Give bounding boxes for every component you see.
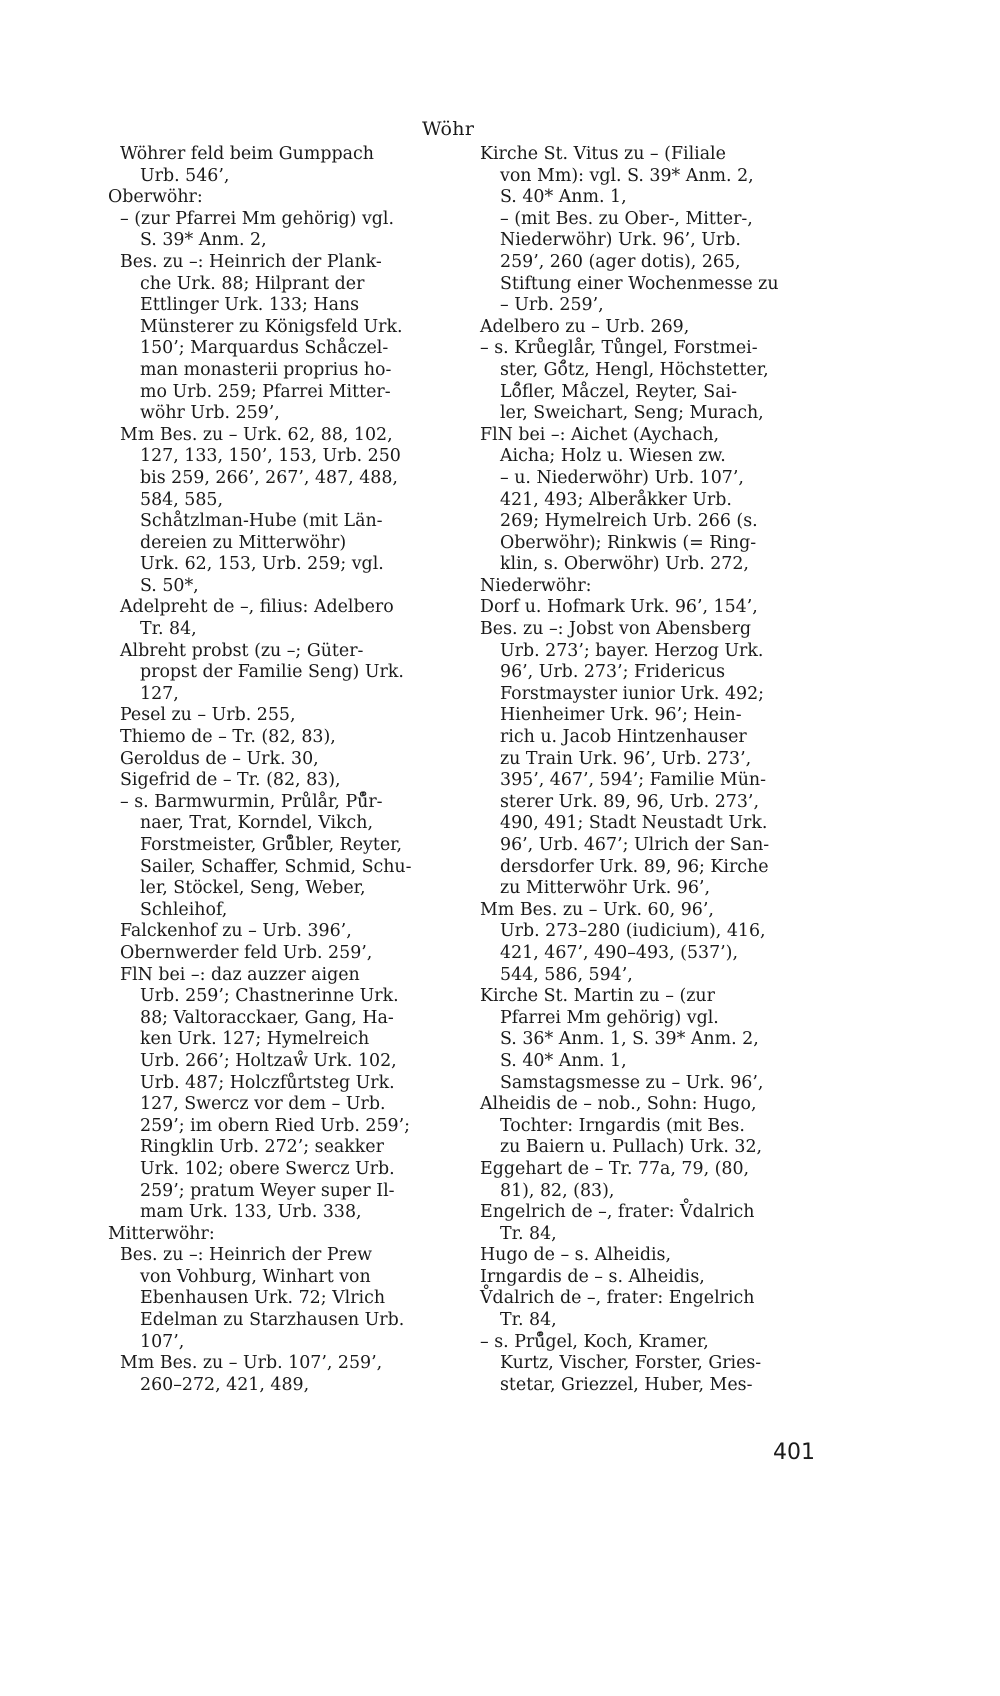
index-line: Urb. 273–280 (iudicium), 416, bbox=[500, 921, 766, 942]
index-line: Obernwerder feld Urb. 259’, bbox=[120, 942, 373, 963]
index-line: ken Urk. 127; Hymelreich bbox=[140, 1029, 370, 1050]
index-line: Albreht probst (zu –; Güter- bbox=[120, 640, 364, 661]
index-line: 150’; Marquardus Schåczel- bbox=[140, 338, 389, 359]
index-line: Ringklin Urb. 272’; seakker bbox=[140, 1137, 384, 1158]
index-line: 260–272, 421, 489, bbox=[140, 1374, 310, 1395]
index-line: bis 259, 266’, 267’, 487, 488, bbox=[140, 467, 398, 488]
index-line: mo Urb. 259; Pfarrei Mitter- bbox=[140, 381, 391, 402]
index-line: 127, Swercz vor dem – Urb. bbox=[140, 1094, 386, 1115]
index-line: 269; Hymelreich Urb. 266 (s. bbox=[500, 511, 758, 532]
index-line: Geroldus de – Urk. 30, bbox=[120, 748, 319, 769]
index-line: 81), 82, (83), bbox=[500, 1180, 615, 1201]
index-line: Münsterer zu Königsfeld Urk. bbox=[140, 316, 403, 337]
index-line: zu Mitterwöhr Urk. 96’, bbox=[500, 878, 710, 899]
index-line: Ettlinger Urk. 133; Hans bbox=[140, 295, 360, 316]
index-line: ster, Gö̊tz, Hengl, Höchstetter, bbox=[500, 359, 769, 380]
index-line: rich u. Jacob Hintzenhauser bbox=[500, 727, 747, 748]
left-column bbox=[108, 144, 433, 1396]
index-line: Thiemo de – Tr. (82, 83), bbox=[120, 727, 336, 748]
index-line: Adelpreht de –, filius: Adelbero bbox=[120, 597, 394, 618]
index-line: Pesel zu – Urb. 255, bbox=[120, 705, 296, 726]
index-line: mam Urk. 133, Urb. 338, bbox=[140, 1202, 362, 1223]
index-line: 421, 467’, 490–493, (537’), bbox=[500, 942, 738, 963]
index-line: Aicha; Holz u. Wiesen zw. bbox=[500, 446, 726, 467]
index-line: ler, Sweichart, Seng; Murach, bbox=[500, 403, 764, 424]
index-line: Eggehart de – Tr. 77a, 79, (80, bbox=[480, 1158, 750, 1179]
index-line: Urb. 266’; Holtzaẘ Urk. 102, bbox=[140, 1050, 397, 1071]
index-line: Bes. zu –: Heinrich der Plank- bbox=[120, 251, 382, 272]
index-line: klin, s. Oberwöhr) Urb. 272, bbox=[500, 554, 749, 575]
index-line: – (zur Pfarrei Mm gehörig) vgl. bbox=[120, 208, 395, 229]
index-line: Ebenhausen Urk. 72; Vlrich bbox=[140, 1288, 386, 1309]
index-line: – s. Prů̊gel, Koch, Kramer, bbox=[480, 1331, 709, 1352]
index-line: Lö̊fler, Måczel, Reyter, Sai- bbox=[500, 381, 738, 402]
index-line: – Urb. 259’, bbox=[500, 295, 604, 316]
index-line: – (mit Bes. zu Ober-, Mitter-, bbox=[500, 208, 753, 229]
index-line: – s. Krůeglår, Tůngel, Forstmei- bbox=[480, 338, 758, 359]
index-line: S. 36* Anm. 1, S. 39* Anm. 2, bbox=[500, 1029, 759, 1050]
index-line: 127, 133, 150’, 153, Urb. 250 bbox=[140, 446, 401, 467]
index-line: Stiftung einer Wochenmesse zu bbox=[500, 273, 779, 294]
index-line: Urk. 102; obere Swercz Urb. bbox=[140, 1158, 395, 1179]
index-line: 421, 493; Alberåkker Urb. bbox=[500, 489, 732, 510]
right-column bbox=[480, 144, 815, 1396]
index-line: 259’, 260 (ager dotis), 265, bbox=[500, 251, 741, 272]
index-line: dereien zu Mitterwöhr) bbox=[140, 532, 347, 553]
index-line: Urb. 546’, bbox=[140, 165, 230, 186]
index-line: Falckenhof zu – Urb. 396’, bbox=[120, 921, 352, 942]
page-number: 401 bbox=[773, 1440, 815, 1465]
index-line: Urk. 62, 153, Urb. 259; vgl. bbox=[140, 554, 384, 575]
index-line: Alheidis de – nob., Sohn: Hugo, bbox=[480, 1094, 757, 1115]
index-line: Adelbero zu – Urb. 269, bbox=[480, 316, 690, 337]
index-line: Forstmeister, Grů̊bler, Reyter, bbox=[140, 835, 403, 855]
index-line: FlN bei –: Aichet (Aychach, bbox=[480, 424, 720, 445]
index-line: ler, Stöckel, Seng, Weber, bbox=[140, 878, 366, 899]
index-line: S. 40* Anm. 1, bbox=[500, 1050, 627, 1071]
index-line: wöhr Urb. 259’, bbox=[140, 403, 280, 424]
index-line: Dorf u. Hofmark Urk. 96’, 154’, bbox=[480, 597, 758, 618]
index-line: Urb. 273’; bayer. Herzog Urk. bbox=[500, 640, 764, 661]
index-line: 107’, bbox=[140, 1331, 185, 1352]
index-line: 395’, 467’, 594’; Familie Mün- bbox=[500, 770, 766, 791]
index-line: Hugo de – s. Alheidis, bbox=[480, 1245, 671, 1266]
index-line: zu Baiern u. Pullach) Urk. 32, bbox=[500, 1137, 763, 1158]
index-line: Sigefrid de – Tr. (82, 83), bbox=[120, 770, 341, 791]
index-line: Samstagsmesse zu – Urk. 96’, bbox=[500, 1072, 764, 1093]
index-line: Irngardis de – s. Alheidis, bbox=[480, 1266, 705, 1287]
index-line: stetar, Griezzel, Huber, Mes- bbox=[500, 1374, 753, 1395]
index-line: Tr. 84, bbox=[140, 619, 197, 640]
index-line: Mm Bes. zu – Urk. 62, 88, 102, bbox=[120, 424, 393, 445]
index-line: Hienheimer Urk. 96’; Hein- bbox=[500, 705, 742, 726]
index-line: 88; Valtoracckaer, Gang, Ha- bbox=[140, 1007, 394, 1028]
index-line: S. 40* Anm. 1, bbox=[500, 187, 627, 208]
index-line: Mm Bes. zu – Urb. 107’, 259’, bbox=[120, 1353, 383, 1374]
index-line: Wöhrer feld beim Gumppach bbox=[120, 144, 374, 164]
index-line: Schleihof, bbox=[140, 899, 228, 920]
index-line: V̊dalrich de –, frater: Engelrich bbox=[480, 1288, 755, 1309]
index-line: man monasterii proprius ho- bbox=[140, 359, 392, 380]
index-line: zu Train Urk. 96’, Urb. 273’, bbox=[500, 748, 752, 769]
index-line: Kirche St. Vitus zu – (Filiale bbox=[480, 144, 726, 164]
running-head: Wöhr bbox=[422, 118, 475, 140]
index-line: 490, 491; Stadt Neustadt Urk. bbox=[500, 813, 768, 834]
index-line: FlN bei –: daz auzzer aigen bbox=[120, 964, 360, 985]
index-line: Kurtz, Vischer, Forster, Gries- bbox=[500, 1353, 762, 1374]
index-line: Mitterwöhr: bbox=[108, 1223, 215, 1244]
index-line: Forstmayster iunior Urk. 492; bbox=[500, 683, 764, 704]
index-line: Tr. 84, bbox=[500, 1310, 557, 1331]
index-line: Urb. 487; Holczfůrtsteg Urk. bbox=[140, 1072, 395, 1093]
index-line: 96’, Urb. 273’; Fridericus bbox=[500, 662, 726, 683]
index-line: Kirche St. Martin zu – (zur bbox=[480, 986, 715, 1007]
index-line: che Urk. 88; Hilprant der bbox=[140, 273, 365, 294]
index-line: – u. Niederwöhr) Urb. 107’, bbox=[500, 467, 744, 488]
index-line: 96’, Urb. 467’; Ulrich der San- bbox=[500, 835, 770, 855]
index-line: 259’; im obern Ried Urb. 259’; bbox=[140, 1115, 410, 1136]
index-line: 584, 585, bbox=[140, 489, 223, 510]
index-line: Oberwöhr); Rinkwis (= Ring- bbox=[500, 532, 757, 553]
index-line: Mm Bes. zu – Urk. 60, 96’, bbox=[480, 899, 714, 920]
index-line: propst der Familie Seng) Urk. bbox=[140, 662, 404, 683]
index-line: 259’; pratum Weyer super Il- bbox=[140, 1180, 395, 1201]
index-line: Engelrich de –, frater: V̊dalrich bbox=[480, 1202, 755, 1223]
index-line: von Vohburg, Winhart von bbox=[140, 1266, 371, 1287]
index-line: Bes. zu –: Heinrich der Prew bbox=[120, 1245, 373, 1266]
index-line: Urb. 259’; Chastnerinne Urk. bbox=[140, 986, 399, 1007]
index-line: Niederwöhr) Urk. 96’, Urb. bbox=[500, 230, 741, 251]
index-line: Sailer, Schaffer, Schmid, Schu- bbox=[140, 856, 412, 877]
index-line: naer, Trat, Korndel, Vikch, bbox=[140, 813, 374, 834]
index-line: 544, 586, 594’, bbox=[500, 964, 633, 985]
index-line: von Mm): vgl. S. 39* Anm. 2, bbox=[500, 165, 754, 186]
index-line: Niederwöhr: bbox=[480, 575, 592, 596]
index-line: 127, bbox=[140, 683, 179, 704]
index-line: Edelman zu Starzhausen Urb. bbox=[140, 1310, 405, 1331]
index-line: Schåtzlman-Hube (mit Län- bbox=[140, 511, 383, 532]
index-line: Tochter: Irngardis (mit Bes. bbox=[500, 1115, 745, 1136]
index-line: – s. Barmwurmin, Průlår, Pů̊r- bbox=[120, 791, 383, 812]
index-line: S. 50*, bbox=[140, 575, 199, 596]
index-line: Oberwöhr: bbox=[108, 187, 203, 208]
index-line: Pfarrei Mm gehörig) vgl. bbox=[500, 1007, 719, 1028]
index-line: dersdorfer Urk. 89, 96; Kirche bbox=[500, 856, 769, 877]
index-line: Bes. zu –: Jobst von Abensberg bbox=[480, 619, 752, 640]
index-line: Tr. 84, bbox=[500, 1223, 557, 1244]
index-line: S. 39* Anm. 2, bbox=[140, 230, 267, 251]
index-line: sterer Urk. 89, 96, Urb. 273’, bbox=[500, 791, 759, 812]
